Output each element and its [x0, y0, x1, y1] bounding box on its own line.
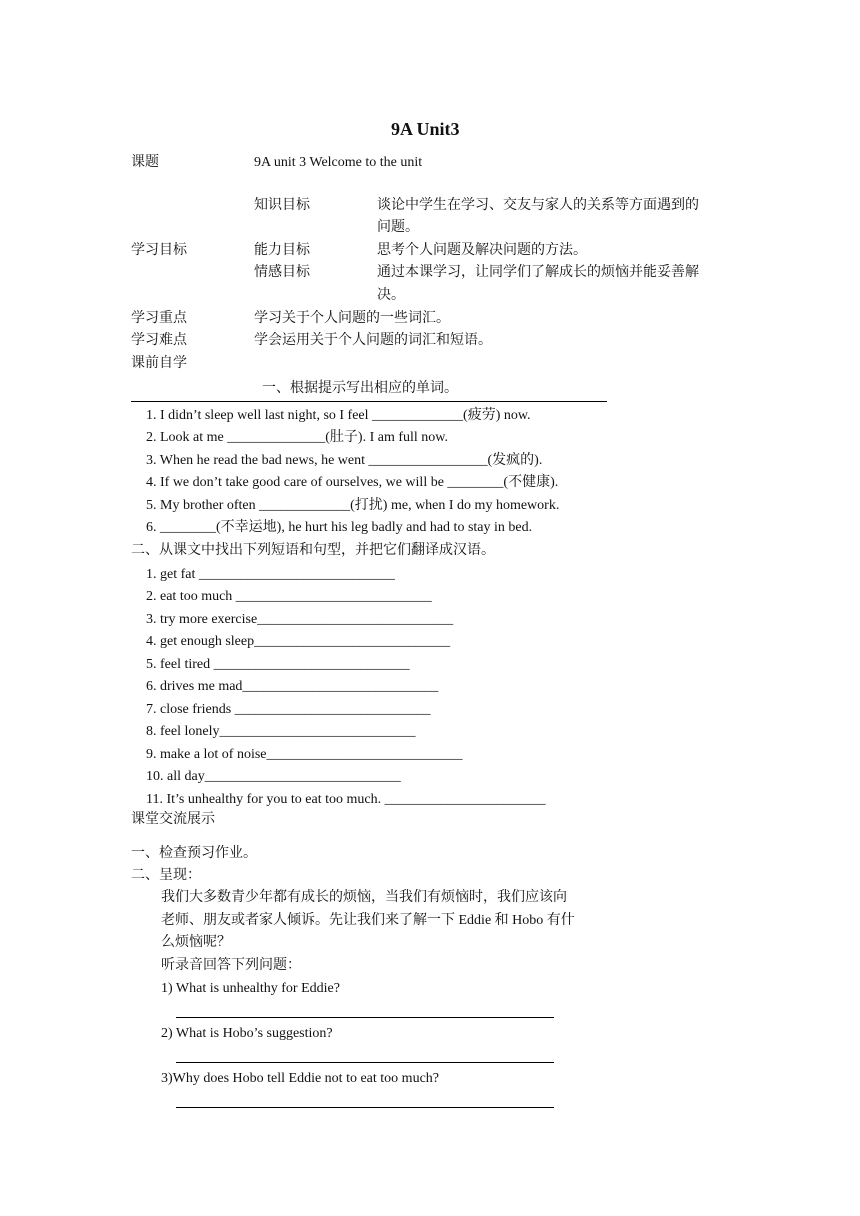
- section2-item-7: 7. close friends ____________________________: [146, 702, 431, 717]
- section2-item-10: 10. all day____________________________: [146, 769, 401, 784]
- section1-rule: [131, 401, 607, 402]
- goal-knowledge-text-cont: 问题。: [377, 220, 419, 235]
- question-2: 2) What is Hobo’s suggestion?: [161, 1026, 333, 1041]
- section1-item-6: 6. ________(不幸运地), he hurt his leg badly and had to stay in bed.: [146, 520, 533, 535]
- section1-item-3: 3. When he read the bad news, he went _________________(发疯的).: [146, 453, 543, 468]
- section1-item-2: 2. Look at me ______________(肚子). I am full now.: [146, 430, 448, 445]
- classroom-present: 二、呈现：: [131, 868, 201, 883]
- section2-item-2: 2. eat too much ____________________________: [146, 589, 432, 604]
- section2-item-9: 9. make a lot of noise____________________________: [146, 747, 463, 762]
- section2-item-1: 1. get fat ____________________________: [146, 567, 395, 582]
- goal-emotion-text: 通过本课学习，让同学们了解成长的烦恼并能妥善解: [377, 265, 699, 280]
- topic-label: 课题: [131, 155, 159, 170]
- classroom-listen: 听录音回答下列问题：: [161, 958, 301, 973]
- section1-item-1: 1. I didn’t sleep well last night, so I feel _____________(疲劳) now.: [146, 408, 531, 423]
- section1-item-5: 5. My brother often _____________(打扰) me, when I do my homework.: [146, 498, 560, 513]
- section2-item-4: 4. get enough sleep____________________________: [146, 634, 451, 649]
- goal-emotion-text-cont: 决。: [377, 288, 405, 303]
- goal-knowledge-text: 谈论中学生在学习、交友与家人的关系等方面遇到的: [377, 198, 699, 213]
- preview-label: 课前自学: [131, 356, 187, 371]
- section2-item-6: 6. drives me mad____________________________: [146, 679, 439, 694]
- goal-ability-text: 思考个人问题及解决问题的方法。: [377, 243, 587, 258]
- key-label: 学习重点: [131, 311, 187, 326]
- classroom-paragraph-line-1: 我们大多数青少年都有成长的烦恼，当我们有烦恼时，我们应该向: [161, 890, 567, 905]
- page-title: 9A Unit3: [391, 119, 460, 139]
- classroom-label: 课堂交流展示: [131, 812, 215, 827]
- classroom-paragraph-line-3: 么烦恼呢？: [161, 935, 231, 950]
- section1-heading: 一、根据提示写出相应的单词。: [262, 381, 458, 396]
- goal-knowledge-label: 知识目标: [254, 198, 310, 213]
- section2-item-11: 11. It’s unhealthy for you to eat too much. _______________________: [146, 792, 546, 807]
- section2-item-8: 8. feel lonely____________________________: [146, 724, 416, 739]
- answer-line-2[interactable]: [176, 1062, 554, 1063]
- goals-label: 学习目标: [131, 243, 187, 258]
- answer-line-1[interactable]: [176, 1017, 554, 1018]
- question-3: 3)Why does Hobo tell Eddie not to eat too much?: [161, 1071, 439, 1086]
- classroom-check: 一、检查预习作业。: [131, 846, 257, 861]
- question-1: 1) What is unhealthy for Eddie?: [161, 981, 340, 996]
- answer-line-3[interactable]: [176, 1107, 554, 1108]
- key-value: 学习关于个人问题的一些词汇。: [254, 311, 450, 326]
- section1-item-4: 4. If we don’t take good care of ourselves, we will be ________(不健康).: [146, 475, 559, 490]
- goal-emotion-label: 情感目标: [254, 265, 310, 280]
- topic-value: 9A unit 3 Welcome to the unit: [254, 155, 423, 170]
- section2-item-5: 5. feel tired ____________________________: [146, 657, 410, 672]
- section2-item-3: 3. try more exercise____________________________: [146, 612, 454, 627]
- difficult-label: 学习难点: [131, 333, 187, 348]
- classroom-paragraph-line-2: 老师、朋友或者家人倾诉。先让我们来了解一下 Eddie 和 Hobo 有什: [161, 913, 575, 928]
- goal-ability-label: 能力目标: [254, 243, 310, 258]
- section2-heading: 二、从课文中找出下列短语和句型，并把它们翻译成汉语。: [131, 543, 495, 558]
- difficult-value: 学会运用关于个人问题的词汇和短语。: [254, 333, 492, 348]
